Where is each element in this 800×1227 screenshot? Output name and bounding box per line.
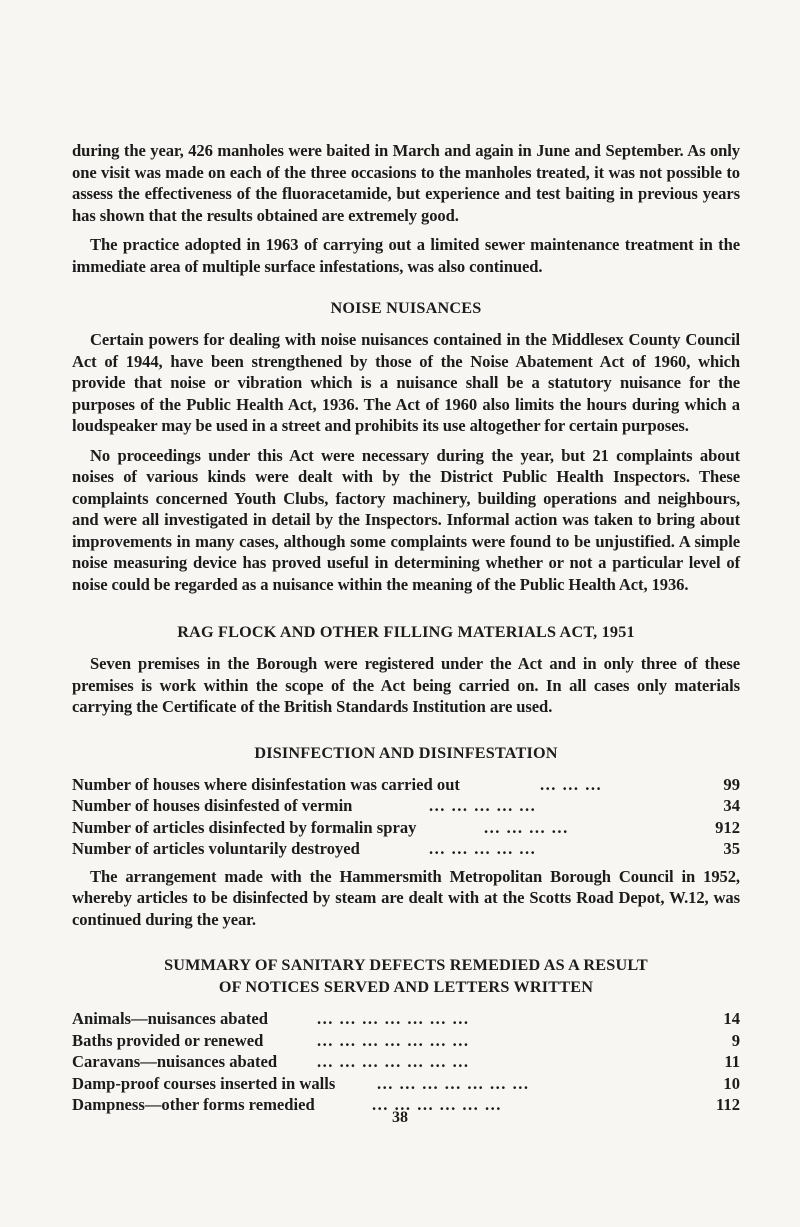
row-label: Animals—nuisances abated [72,1009,268,1028]
row-leader-dots: ... ... ... [540,774,603,794]
heading-noise-nuisances: NOISE NUISANCES [330,299,482,317]
row-value: 35 [723,839,740,858]
paragraph-rag-flock: Seven premises in the Borough were registered under the Act and in only three of these premises is work within the scope of the Act being carried on. In all cases only materials carrying the Certificate of the British Standards Institution are used. [72,654,740,716]
heading-summary-line1: SUMMARY OF SANITARY DEFECTS REMEDIED AS A RESULT [164,956,648,974]
text-column [72,140,740,1116]
row-value: 10 [723,1073,740,1093]
table-row [72,774,740,796]
paragraph-manholes: during the year, 426 manholes were baited in March and again in June and September. As only one visit was made on each of the three occasions to the manholes treated, it was not possible to assess the effectiveness of the fluoracetamide, but experience and test baiting in previous years has shown that the results obtained are extremely good. [72,141,740,225]
row-leader-dots: ... ... ... ... ... [429,796,537,815]
row-leader-dots: ... ... ... ... ... ... ... [317,1030,470,1050]
row-leader-dots: ... ... ... ... ... ... ... [377,1073,530,1093]
paragraph-noise-powers: Certain powers for dealing with noise nuisances contained in the Middlesex County Council Act of 1944, have been strengthened by those of the Noise Abatement Act of 1960, which provide that noise or vibration which is a nuisance shall be a statutory nuisance for the purposes of the Public Health Act, 1936. The Act of 1960 also limits the hours during which a loudspeaker may be used in a street and prohibits its use altogether for certain purposes. [72,330,740,435]
table-row [72,838,740,860]
disinfection-table [72,774,740,860]
row-value: 112 [716,1095,740,1114]
heading-rag-flock: RAG FLOCK AND OTHER FILLING MATERIALS ACT, 1951 [177,623,635,641]
row-leader-dots: ... ... ... ... ... ... ... [317,1052,470,1071]
row-leader-dots: ... ... ... ... [484,817,569,837]
paragraph-noise-complaints: No proceedings under this Act were necessary during the year, but 21 complaints about noises of various kinds were dealt with by the District Public Health Inspectors. These complaints concerned Youth Clubs, factory machinery, building operations and neighbours, and were all investigated in detail by the Inspectors. Informal action was taken to bring about improvements in many cases, although some complaints were found to be unjustified. A simple noise measuring device has proved useful in determining whether or not a particular level of noise could be regarded as a nuisance within the meaning of the Public Health Act, 1936. [72,445,740,594]
table-row [72,1051,740,1073]
row-value: 11 [724,1052,740,1071]
row-label: Caravans—nuisances abated [72,1052,278,1071]
table-row [72,817,740,839]
heading-summary-line2: OF NOTICES SERVED AND LETTERS WRITTEN [218,978,594,996]
row-value: 912 [715,817,740,837]
table-row [72,1073,740,1095]
heading-summary [72,954,740,998]
row-leader-dots: ... ... ... ... ... [429,839,537,858]
table-row [72,1008,740,1030]
paragraph-hammersmith: The arrangement made with the Hammersmith Metropolitan Borough Council in 1952, whereby articles to be disinfected by steam are dealt with at the Scotts Road Depot, W.12, was continued during the year. [72,866,740,929]
row-value: 34 [723,796,740,815]
heading-disinfection: DISINFECTION AND DISINFESTATION [254,743,558,762]
row-label: Number of houses where disinfestation was carried out [72,774,460,794]
summary-table [72,1008,740,1116]
row-label: Baths provided or renewed [72,1030,264,1050]
row-leader-dots: ... ... ... ... ... ... ... [317,1009,470,1028]
table-row [72,795,740,817]
row-label: Number of articles voluntarily destroyed [72,839,360,858]
page-number: 38 [392,1109,408,1126]
row-label: Damp-proof courses inserted in walls [72,1073,336,1093]
row-value: 99 [723,774,740,794]
paragraph-sewer-maintenance: The practice adopted in 1963 of carrying out a limited sewer maintenance treatment in the immediate area of multiple surface infestations, was also continued. [72,235,740,276]
row-label: Number of houses disinfested of vermin [72,796,353,815]
row-leader-dots: ... ... ... ... ... ... [372,1095,502,1114]
row-value: 14 [723,1009,740,1028]
row-label: Number of articles disinfected by formalin spray [72,817,417,837]
row-value: 9 [731,1030,740,1050]
table-row [72,1030,740,1052]
row-label: Dampness—other forms remedied [72,1095,315,1114]
